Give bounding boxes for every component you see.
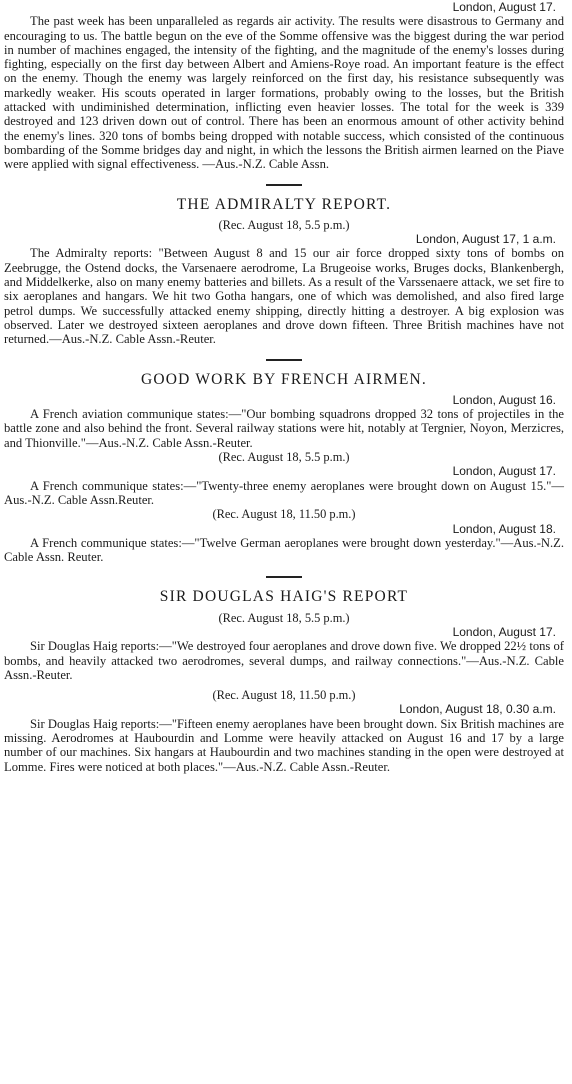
- received-line: (Rec. August 18, 5.5 p.m.): [218, 217, 350, 232]
- dateline: London, August 18.: [452, 521, 556, 536]
- received-line: (Rec. August 18, 11.50 p.m.): [212, 507, 356, 522]
- article-body: A French communique states:—"Twenty-three enemy aeroplanes were brought down on August 15."—Aus.-N.Z. Cable Assn.Reuter.: [4, 478, 564, 507]
- dateline: London, August 16.: [452, 392, 556, 407]
- article-body: The past week has been unparalleled as regards air activity. The results were disastrous to Germany and encouraging to us. The battle begun on the eve of the Somme offensive was the biggest during the war period in number of machines engaged, the intensity of the fighting, and the magnitude of the enemy's losses during fighting, especially on the first day between Albert and Amiens-Roye road. An important feature is the effect on the enemy. Though the enemy was largely reinforced on the first day, his resistance subsequently was markedly weaker. His scouts operated in larger formations, probably owing to the losses, but the British attacked with undiminished determination, inflicting even heavier losses. The total for the week is 339 destroyed and 123 driven down out of control. There has been an enormous amount of other activity behind the enemy's lines. 320 tons of bombs being dropped with notable success, which consisted of the continuous bombarding of the Somme bridges day and night, in which the lessons the British airmen learned on the Piave were applied with signal effectiveness. —Aus.-N.Z. Cable Assn.: [4, 14, 564, 172]
- article-admiralty-report: [4, 195, 564, 347]
- headline: SIR DOUGLAS HAIG'S REPORT: [159, 588, 409, 606]
- received-line: (Rec. August 18, 5.5 p.m.): [218, 610, 350, 625]
- article-french-airmen: [4, 370, 564, 565]
- dateline: London, August 17.: [452, 624, 556, 639]
- article-haig-report: [4, 590, 564, 774]
- dateline: London, August 17, 1 a.m.: [415, 232, 556, 247]
- article-body: Sir Douglas Haig reports:—"We destroyed four aeroplanes and drove down five. We dropped 22½ tons of bombs, and heavily attacked two aerodromes, several dumps, and railway connections."—Aus.-N.Z. Cable Assn.-Reuter.: [4, 639, 564, 682]
- article-body: A French aviation communique states:—"Our bombing squadrons dropped 32 tons of projectiles in the battle zone and also behind the front. Several railway stations were hit, notably at Tergnier, Noyon, Merzicres, and Thionville."—Aus.-N.Z. Cable Assn.-Reuter.: [4, 407, 564, 450]
- article-body: A French communique states:—"Twelve German aeroplanes were brought down yesterday."—Aus.-N.Z. Cable Assn. Reuter.: [4, 535, 564, 565]
- dateline: London, August 17.: [452, 464, 556, 479]
- article-body: The Admiralty reports: "Between August 8 and 15 our air force dropped sixty tons of bombs on Zeebrugge, the Ostend docks, the Varsenaere aerodrome, La Brugeoise works, Bruges docks, Blankenbergh, and Middelkerke, also on many enemy batteries and billets. As a result of the Varssenaere attack, we set fire to six aeroplanes and hangars. We hit two Gotha hangars, one of which was demolished, and also fired large petrol dumps. We successfully attacked enemy shipping, directly hitting a destroyer. A big explosion was observed. Later we destroyed sixteen aeroplanes and drove down fifteen. Three British machines have not returned.—Aus.-N.Z. Cable Assn.-Reuter.: [4, 246, 564, 347]
- dateline: London, August 17.: [452, 0, 556, 14]
- newspaper-column: [4, 0, 564, 774]
- article-air-activity: [4, 0, 564, 172]
- headline: GOOD WORK BY FRENCH AIRMEN.: [140, 370, 427, 388]
- dateline: London, August 18, 0.30 a.m.: [399, 702, 556, 717]
- article-body: Sir Douglas Haig reports:—"Fifteen enemy aeroplanes have been brought down. Six British machines are missing. Aerodromes at Haubourdin and Lomme were heavily attacked on August 16 and 17 by a large number of our machines. Six hangars at Haubourdin and two machines standing in the open were destroyed at Lomme. Fires were noticed at both places."—Aus.-N.Z. Cable Assn.-Reuter.: [4, 716, 564, 774]
- received-line: (Rec. August 18, 11.50 p.m.): [212, 688, 356, 703]
- headline: THE ADMIRALTY REPORT.: [176, 195, 392, 213]
- received-line: (Rec. August 18, 5.5 p.m.): [218, 450, 350, 465]
